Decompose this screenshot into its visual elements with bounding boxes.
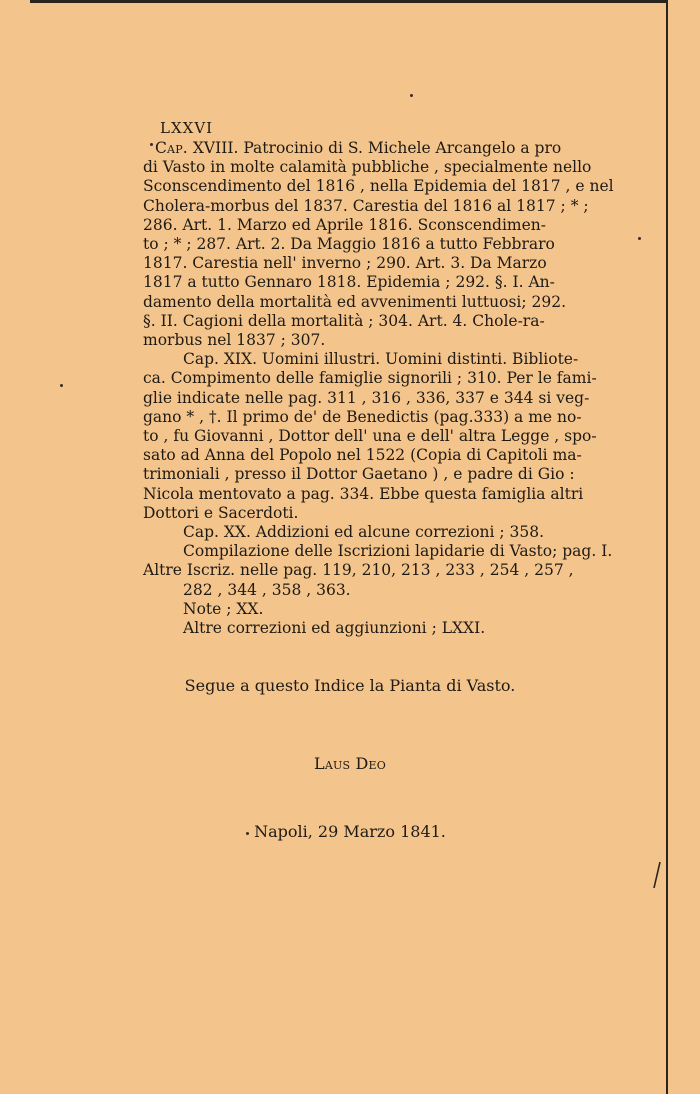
page-right-edge bbox=[666, 0, 668, 1094]
index-line: 1817 a tutto Gennaro 1818. Epidemia ; 292. §. I. An- bbox=[143, 273, 555, 292]
index-line: Sconscendimento del 1816 , nella Epidemia del 1817 , e nel bbox=[143, 177, 614, 196]
index-line: Altre correzioni ed aggiunzioni ; LXXI. bbox=[183, 619, 486, 638]
index-line: Cap. XX. Addizioni ed alcune correzioni ; 358. bbox=[183, 523, 545, 542]
index-line: 286. Art. 1. Marzo ed Aprile 1816. Sconscendimen- bbox=[143, 215, 547, 234]
speck bbox=[60, 384, 63, 387]
ink-mark bbox=[648, 860, 668, 890]
index-line: Note ; XX. bbox=[183, 599, 264, 618]
index-text-block bbox=[143, 139, 631, 638]
chapter-label: Cap. bbox=[155, 139, 188, 157]
index-line: to , fu Giovanni , Dottor dell' una e dell' altra Legge , spo- bbox=[143, 427, 597, 446]
index-line: 1817. Carestia nell' inverno ; 290. Art. 3. Da Marzo bbox=[143, 254, 547, 273]
index-line: Nicola mentovato a pag. 334. Ebbe questa famiglia altri bbox=[143, 484, 584, 503]
index-line: damento della mortalità ed avvenimenti luttuosi; 292. bbox=[143, 292, 567, 311]
index-line: to ; * ; 287. Art. 2. Da Maggio 1816 a tutto Febbraro bbox=[143, 235, 555, 254]
index-line-rest: XVIII. Patrocinio di S. Michele Arcangelo a pro bbox=[192, 139, 562, 157]
place-date: Napoli, 29 Marzo 1841. bbox=[254, 822, 446, 841]
index-line: Compilazione delle Iscrizioni lapidarie di Vasto; pag. I. bbox=[183, 542, 613, 561]
segue-note: Segue a questo Indice la Pianta di Vasto. bbox=[184, 676, 516, 695]
speck bbox=[638, 237, 641, 240]
index-line: Cholera-morbus del 1837. Carestia del 1816 al 1817 ; * ; bbox=[143, 196, 589, 215]
index-line: morbus nel 1837 ; 307. bbox=[143, 331, 326, 350]
page-top-edge bbox=[30, 0, 668, 3]
speck bbox=[410, 94, 413, 97]
laus-deo: Laus Deo bbox=[314, 754, 386, 773]
index-line: Altre Iscriz. nelle pag. 119, 210, 213 , 233 , 254 , 257 , bbox=[143, 561, 574, 580]
page-number: LXXVI bbox=[160, 119, 214, 137]
index-line: 282 , 344 , 358 , 363. bbox=[183, 580, 351, 599]
index-line: Cap. XIX. Uomini illustri. Uomini distinti. Bibliote- bbox=[183, 350, 579, 369]
index-line: trimoniali , presso il Dottor Gaetano ) , e padre di Gio : bbox=[143, 465, 575, 484]
index-line: Dottori e Sacerdoti. bbox=[143, 503, 299, 522]
index-line: gano * , †. Il primo de' de Benedictis (pag.333) a me no- bbox=[143, 407, 582, 426]
index-line: §. II. Cagioni della mortalità ; 304. Art. 4. Chole-ra- bbox=[143, 311, 545, 330]
index-line: di Vasto in molte calamità pubbliche , specialmente nello bbox=[143, 158, 592, 177]
index-line: ca. Compimento delle famiglie signorili ; 310. Per le fami- bbox=[143, 369, 597, 388]
index-line bbox=[143, 139, 631, 158]
index-line: sato ad Anna del Popolo nel 1522 (Copia di Capitoli ma- bbox=[143, 446, 582, 465]
index-line: glie indicate nelle pag. 311 , 316 , 336, 337 e 344 si veg- bbox=[143, 388, 590, 407]
